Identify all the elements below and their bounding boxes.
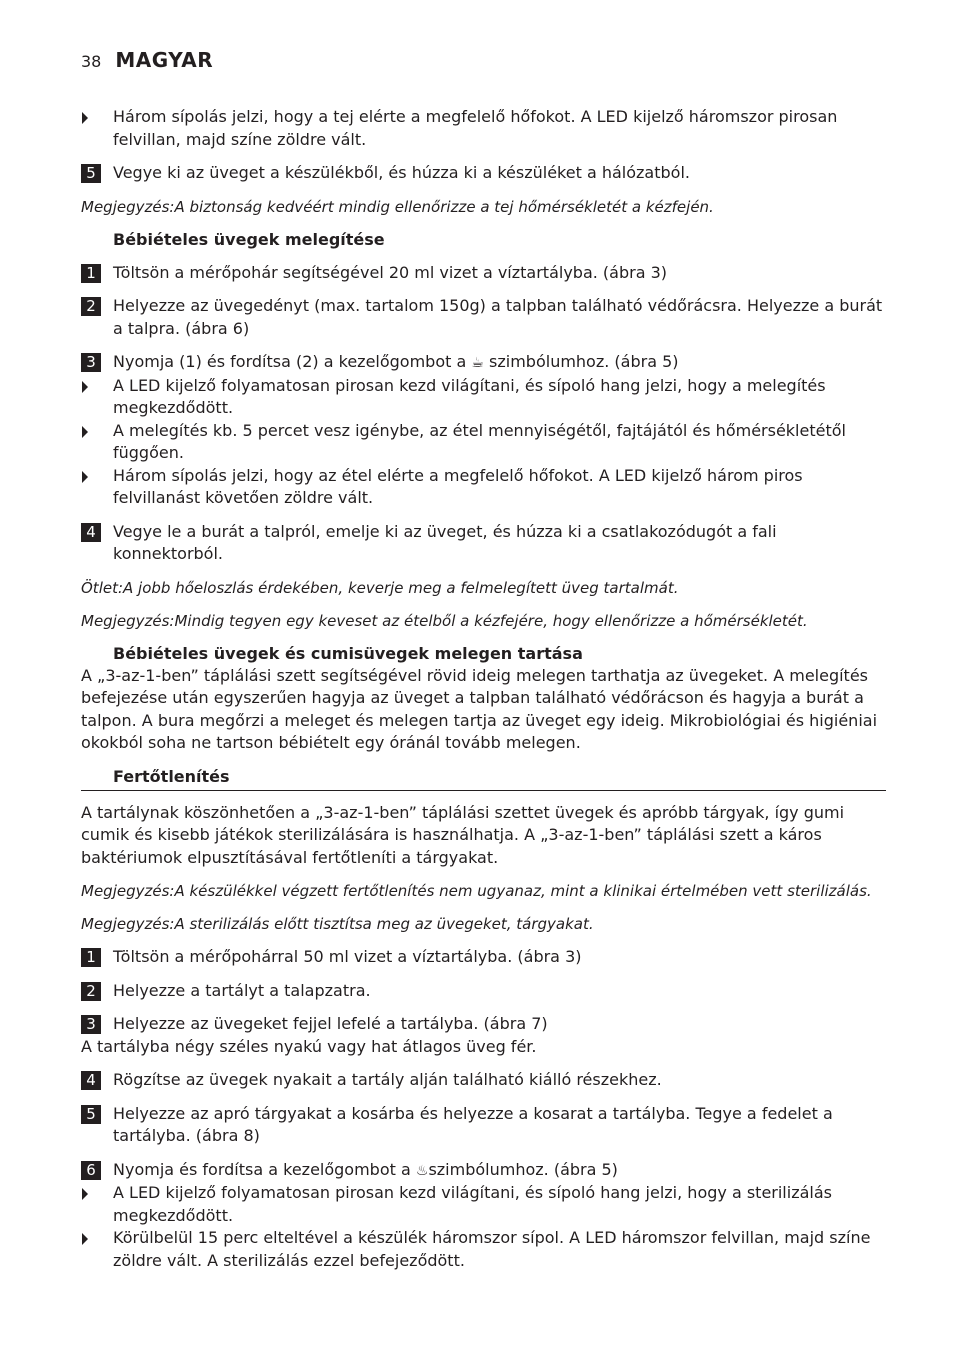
bullet-arrow-icon [82,1233,88,1245]
bullet-item: Három sípolás jelzi, hogy az étel elérte a megfelelő hőfokot. A LED kijelző három piros felvillanást követően zöldre vált. [81,465,886,510]
bullet-item: Körülbelül 15 perc elteltével a készülék háromszor sípol. A LED háromszor felvillan, majd színe zöldre vált. A sterilizálás ezzel befejeződött. [81,1227,886,1272]
bullet-arrow-icon [82,112,88,124]
paragraph: A „3-az-1-ben” táplálási szett segítségével rövid ideig melegen tarthatja az üvegeket. A melegítés befejezése után egyszerűen hagyja az üveget a talpban található védőrácson és hagyja a burát a talpon. A bura megőrzi a meleget és melegen tartja az üveget egy ideig. Mikrobiológiai és higiéniai okokból soha ne tartson bébiételt egy óránál tovább melegen. [81,665,878,752]
step-item: 3 Nyomja (1) és fordítsa (2) a kezelőgombot a ☕ szimbólumhoz. (ábra 5) [81,351,886,375]
note: Megjegyzés:A sterilizálás előtt tisztítsa meg az üvegeket, tárgyakat. [81,915,594,933]
step-item: 5 Vegye ki az üveget a készülékből, és húzza ki a készüléket a hálózatból. [81,162,886,185]
step-item: 4 Rögzítse az üvegek nyakait a tartály alján található kiálló részekhez. [81,1069,886,1092]
step-number: 6 [81,1161,101,1180]
step-number: 3 [81,353,101,372]
page-content [81,106,886,1272]
page-header [81,48,213,72]
bullet-arrow-icon [82,381,88,393]
step-subtext: A tartályba négy széles nyakú vagy hat átlagos üveg fér. [81,1036,537,1056]
step-item: 6 Nyomja és fordítsa a kezelőgombot a ♨szimbólumhoz. (ábra 5) [81,1159,886,1183]
step-item: 3 Helyezze az üvegeket fejjel lefelé a tartályba. (ábra 7) [81,1013,886,1036]
step-item: 4 Vegye le a burát a talpról, emelje ki az üveget, és húzza ki a csatlakozódugót a fali konnektorból. [81,521,886,566]
bullet-item: A LED kijelző folyamatosan pirosan kezd világítani, és sípoló hang jelzi, hogy a melegítés megkezdődött. [81,375,886,420]
tip: Ötlet:A jobb hőeloszlás érdekében, keverje meg a felmelegített üveg tartalmát. [81,578,679,597]
step-number: 5 [81,164,101,183]
bullet-arrow-icon [82,426,88,438]
note: Megjegyzés:Mindig tegyen egy keveset az ételből a kézfejére, hogy ellenőrizze a hőmérsékletét. [81,611,808,630]
bullet-item: Három sípolás jelzi, hogy a tej elérte a megfelelő hőfokot. A LED kijelző háromszor pirosan felvillan, majd színe zöldre vált. [81,106,886,151]
step-item: 1 Töltsön a mérőpohár segítségével 20 ml vizet a víztartályba. (ábra 3) [81,262,886,285]
step-number: 4 [81,1071,101,1090]
bullet-arrow-icon [82,1188,88,1200]
language-heading: MAGYAR [115,48,214,72]
step-item: 2 Helyezze az üvegedényt (max. tartalom 150g) a talpban található védőrácsra. Helyezze a burát a talpra. (ábra 6) [81,295,886,340]
note: Megjegyzés:A készülékkel végzett fertőtlenítés nem ugyanaz, mint a klinikai értelmében vett sterilizálás. [81,882,872,900]
step-number: 1 [81,948,101,967]
jar-symbol-icon: ☕ [471,355,484,371]
page-number: 38 [81,52,102,71]
steam-symbol-icon: ♨ [415,1162,429,1179]
section-heading-keep-warm: Bébiételes üvegek és cumisüvegek melegen tartása [113,643,583,663]
bullet-arrow-icon [82,471,88,483]
step-item: 2 Helyezze a tartályt a talapzatra. [81,980,886,1003]
paragraph: A tartálynak köszönhetően a „3-az-1-ben” táplálási szettet üvegek és apróbb tárgyak, így gumi cumik és kisebb játékok sterilizálására is használhatja. A „3-az-1-ben” táplálási szett a káros baktériumok elpusztításával fertőtleníti a tárgyakat. [81,802,845,867]
step-number: 3 [81,1015,101,1034]
step-item: 5 Helyezze az apró tárgyakat a kosárba és helyezze a kosarat a tartályba. Tegye a fedelet a tartályba. (ábra 8) [81,1103,886,1148]
step-number: 1 [81,264,101,283]
step-item: 1 Töltsön a mérőpohárral 50 ml vizet a víztartályba. (ábra 3) [81,946,886,969]
step-number: 2 [81,982,101,1001]
step-number: 4 [81,523,101,542]
note: Megjegyzés:A biztonság kedvéért mindig ellenőrizze a tej hőmérsékletét a kézfején. [81,197,714,216]
section-heading-warming: Bébiételes üvegek melegítése [113,229,385,249]
section-heading-sterilize: Fertőtlenítés [81,766,886,791]
step-number: 2 [81,297,101,316]
bullet-item: A LED kijelző folyamatosan pirosan kezd világítani, és sípoló hang jelzi, hogy a sterilizálás megkezdődött. [81,1182,886,1227]
bullet-item: A melegítés kb. 5 percet vesz igénybe, az étel mennyiségétől, fajtájától és hőmérsékletétől függően. [81,420,886,465]
step-number: 5 [81,1105,101,1124]
